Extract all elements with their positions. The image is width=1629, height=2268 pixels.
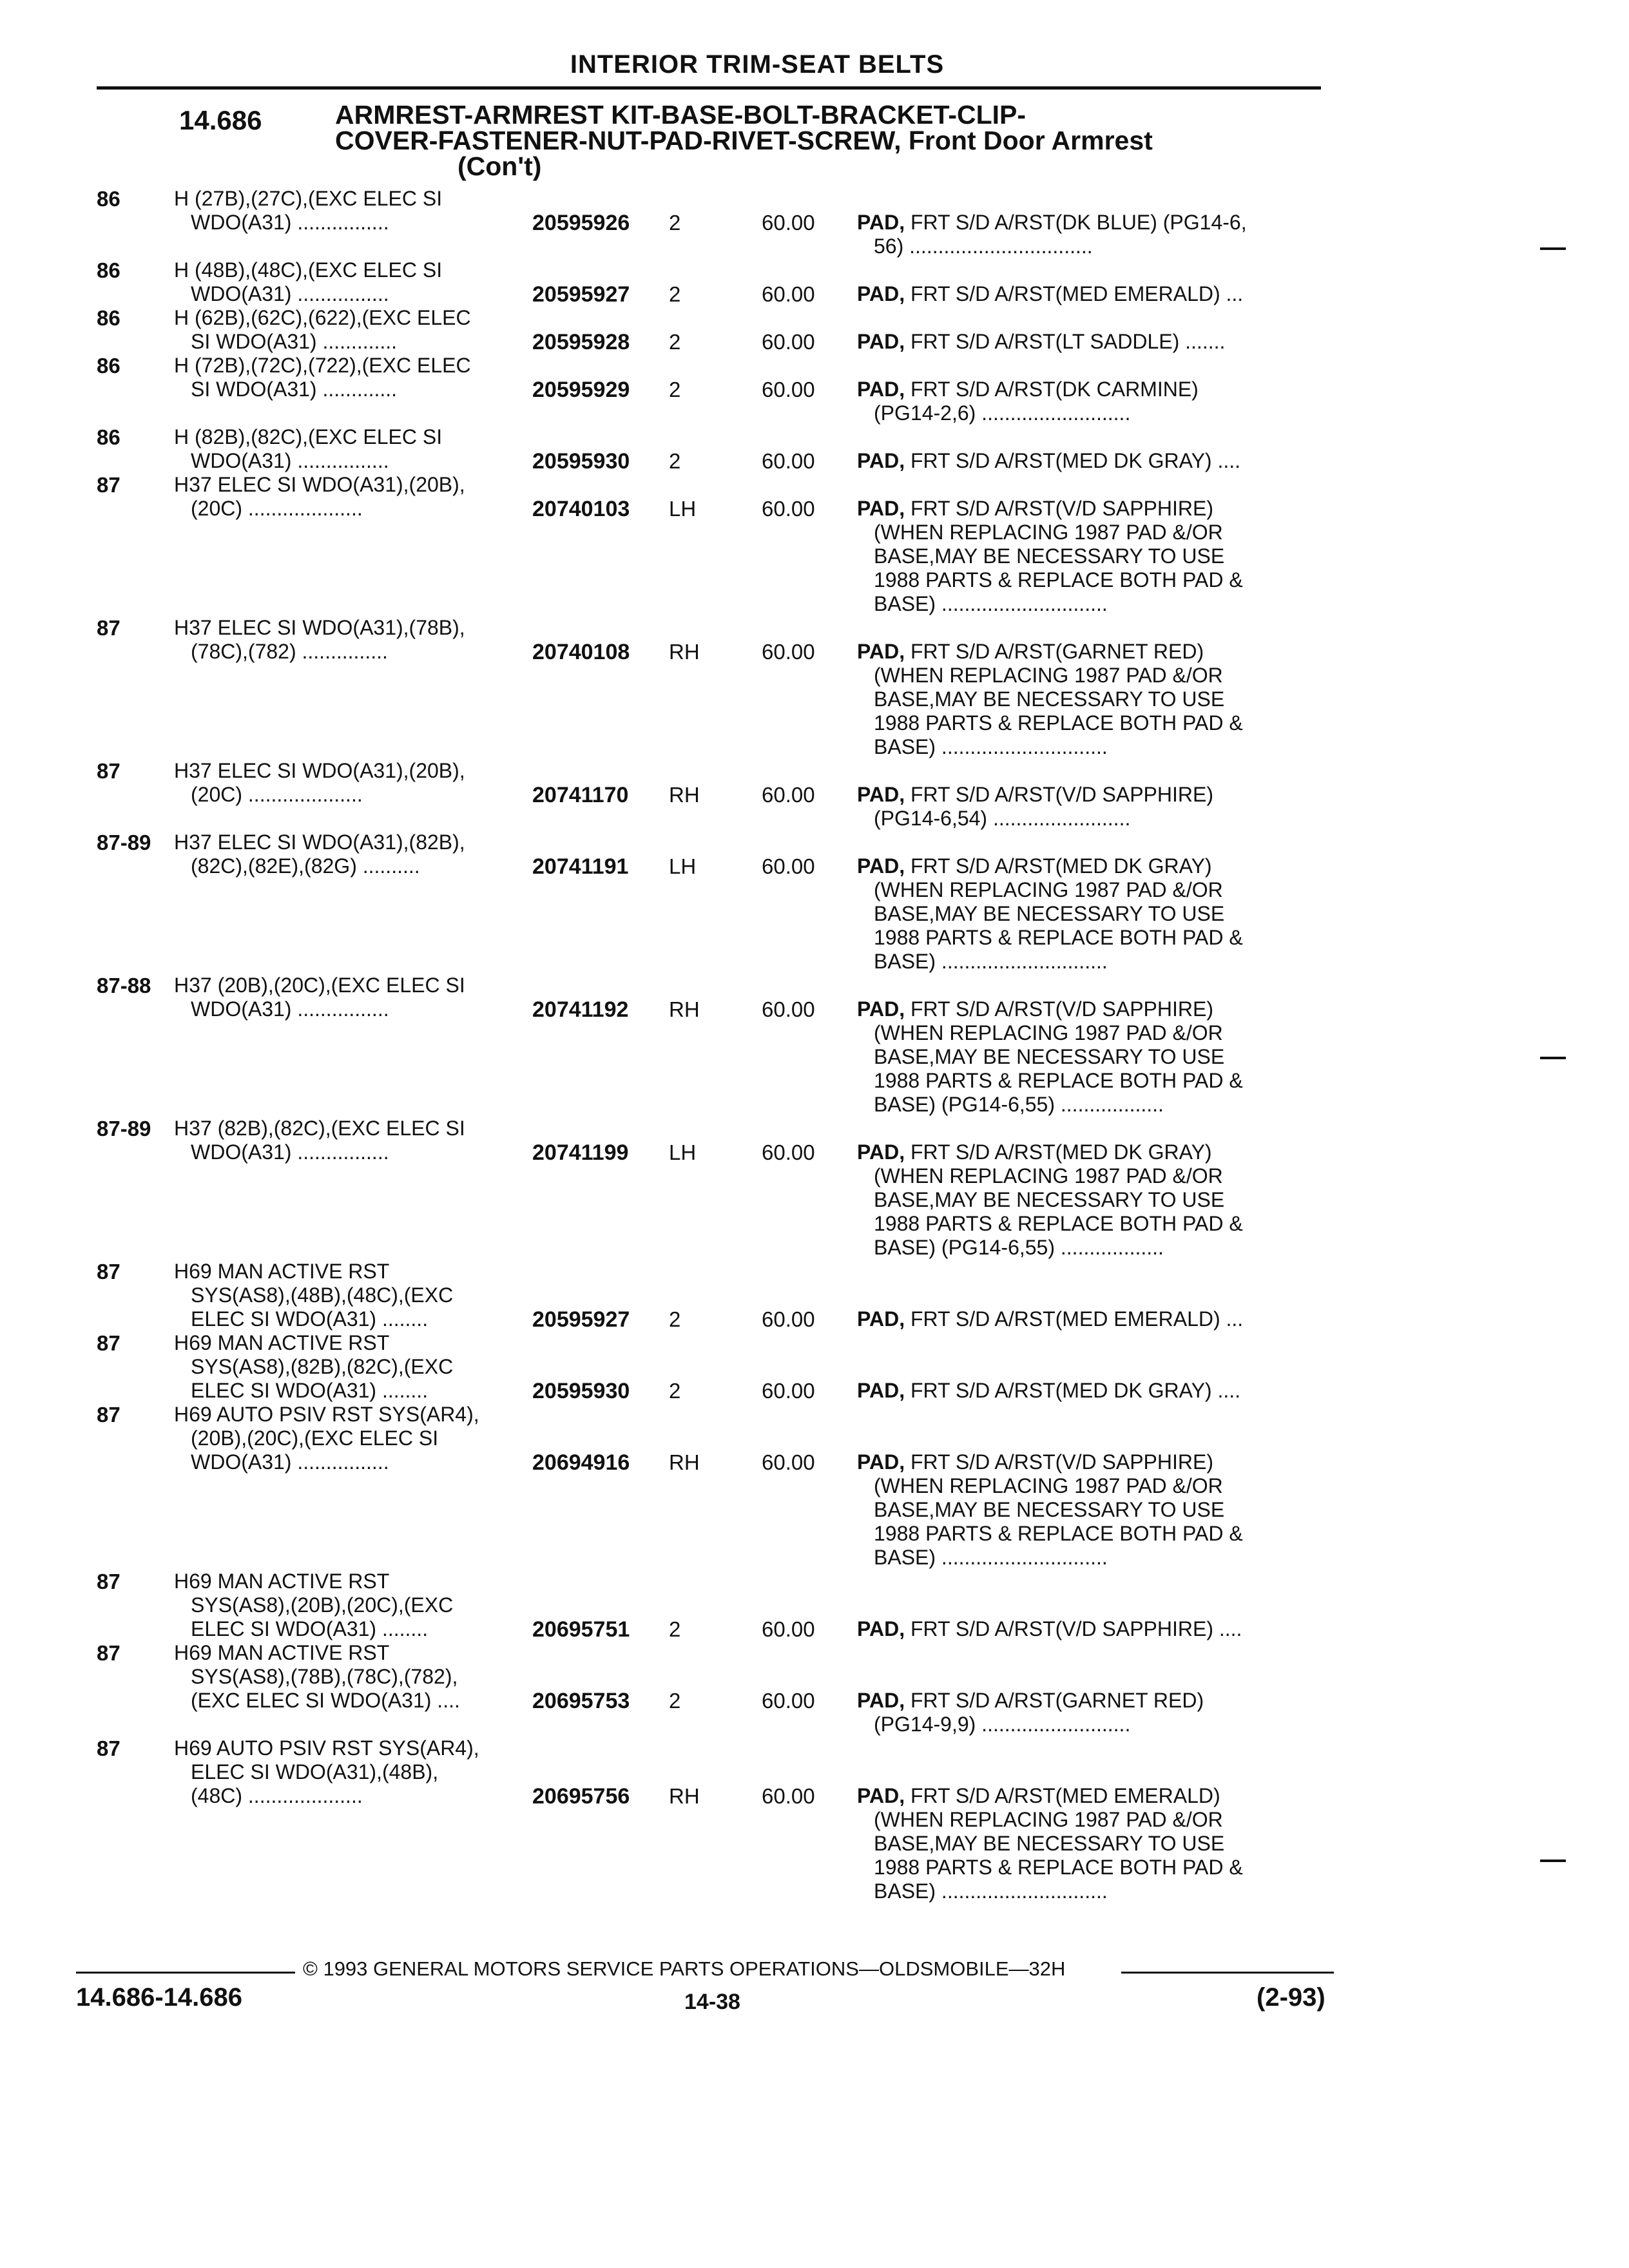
application-description [174,1260,535,1331]
quantity: RH [669,997,700,1021]
description-line: H37 (82B),(82C),(EXC ELEC SI [174,1117,465,1140]
margin-tick-mark [1540,1860,1566,1862]
footer-rule-left [76,1972,295,1974]
part-name-line: BASE,MAY BE NECESSARY TO USE [874,1188,1225,1211]
part-name-text: FRT S/D A/RST(V/D SAPPHIRE) [910,497,1213,520]
model-year: 87-89 [97,1117,151,1140]
description-line: ELEC SI WDO(A31) ........ [191,1307,429,1331]
description-line: H69 AUTO PSIV RST SYS(AR4), [174,1403,479,1426]
price: 60.00 [762,330,815,354]
description-line: (82C),(82E),(82G) .......... [191,854,420,878]
part-name-lead: PAD, [857,211,905,234]
model-year: 87 [97,1331,120,1355]
description-line: WDO(A31) ................ [191,1140,389,1164]
section-title [335,102,1340,179]
description-line: (20C) .................... [191,783,363,806]
description-line: (EXC ELEC SI WDO(A31) .... [191,1689,460,1712]
quantity: LH [669,497,697,521]
part-name-line [857,497,1329,521]
part-name [857,1450,1329,1570]
application-description [174,425,535,473]
description-line: WDO(A31) ................ [191,1450,389,1474]
price: 60.00 [762,1307,815,1331]
description-line: SYS(AS8),(82B),(82C),(EXC [191,1355,454,1378]
part-name [857,1689,1329,1736]
header-rule [97,86,1321,90]
part-name [857,378,1329,425]
part-name-line: 1988 PARTS & REPLACE BOTH PAD & [874,926,1243,949]
part-name-line: (PG14-2,6) .......................... [874,401,1131,425]
part-number: 20694916 [532,1450,630,1475]
part-name-lead: PAD, [857,854,905,878]
quantity: 2 [669,282,681,306]
description-line: H37 ELEC SI WDO(A31),(78B), [174,616,465,639]
page-header-title: INTERIOR TRIM-SEAT BELTS [570,50,945,79]
part-number: 20595928 [532,330,630,354]
footer-revision-date: (2-93) [1257,1983,1325,2012]
application-description [174,759,535,807]
part-name-line: (WHEN REPLACING 1987 PAD &/OR [874,878,1223,901]
part-name-line: BASE) ............................. [874,1879,1108,1903]
description-line: WDO(A31) ................ [191,211,389,234]
part-number: 20741192 [532,997,629,1022]
part-name-line: BASE) ............................. [874,735,1108,758]
part-name-lead: PAD, [857,497,905,520]
section-title-line: ARMREST-ARMREST KIT-BASE-BOLT-BRACKET-CLIP- [335,100,1027,130]
part-name-text: FRT S/D A/RST(V/D SAPPHIRE) [910,1450,1213,1474]
description-line: WDO(A31) ................ [191,282,389,305]
part-name-text: FRT S/D A/RST(V/D SAPPHIRE) .... [910,1617,1242,1640]
part-number: 20595927 [532,282,630,307]
application-description [174,616,535,664]
description-line: (78C),(782) ............... [191,640,388,663]
part-name-line [857,1379,1329,1403]
section-number: 14.686 [179,105,262,135]
application-description [174,258,535,306]
part-name-line: 1988 PARTS & REPLACE BOTH PAD & [874,1212,1243,1235]
quantity: 2 [669,378,681,401]
price: 60.00 [762,640,815,664]
part-name-line: BASE,MAY BE NECESSARY TO USE [874,544,1225,568]
description-line: WDO(A31) ................ [191,449,389,472]
part-name-text: FRT S/D A/RST(V/D SAPPHIRE) [910,783,1213,806]
part-name-lead: PAD, [857,1307,905,1331]
part-name [857,1379,1329,1403]
part-name-lead: PAD, [857,282,905,305]
part-number: 20741170 [532,783,629,807]
quantity: 2 [669,1307,681,1331]
part-name-line [857,1140,1329,1164]
part-name-lead: PAD, [857,640,905,663]
part-name-text: FRT S/D A/RST(MED EMERALD) [910,1784,1220,1807]
part-name-lead: PAD, [857,783,905,806]
application-description [174,1117,535,1164]
part-name-line: (WHEN REPLACING 1987 PAD &/OR [874,1021,1223,1044]
price: 60.00 [762,1140,815,1164]
part-name-line: BASE) ............................. [874,950,1108,973]
part-name [857,854,1329,974]
part-name [857,497,1329,616]
description-line: H69 MAN ACTIVE RST [174,1260,390,1283]
part-name-line [857,997,1329,1021]
part-name-line [857,1689,1329,1713]
part-name-line: (WHEN REPLACING 1987 PAD &/OR [874,521,1223,544]
description-line: ELEC SI WDO(A31) ........ [191,1379,429,1402]
part-number: 20695751 [532,1617,630,1642]
part-name-line: BASE) (PG14-6,55) .................. [874,1093,1164,1116]
part-name [857,1140,1329,1260]
price: 60.00 [762,997,815,1021]
part-name-text: FRT S/D A/RST(GARNET RED) [910,1689,1204,1712]
description-line: ELEC SI WDO(A31) ........ [191,1617,429,1640]
part-name-line [857,449,1329,473]
model-year: 87 [97,1260,120,1283]
part-name [857,1307,1329,1331]
model-year: 86 [97,187,120,211]
part-name-lead: PAD, [857,1140,905,1164]
application-description [174,974,535,1021]
part-number: 20695753 [532,1689,630,1713]
description-line: SI WDO(A31) ............. [191,378,398,401]
description-line: SI WDO(A31) ............. [191,330,398,353]
part-name-lead: PAD, [857,1689,905,1712]
section-title-line: COVER-FASTENER-NUT-PAD-RIVET-SCREW, Front Door Armrest [335,126,1153,155]
part-name [857,449,1329,473]
part-name-line: 1988 PARTS & REPLACE BOTH PAD & [874,1522,1243,1545]
application-description [174,473,535,521]
part-name-lead: PAD, [857,1379,905,1402]
model-year: 87 [97,1736,120,1760]
part-name-lead: PAD, [857,1784,905,1807]
description-line: WDO(A31) ................ [191,997,389,1021]
price: 60.00 [762,282,815,306]
margin-tick-mark [1540,247,1566,250]
part-name-line [857,1617,1329,1641]
part-number: 20740108 [532,640,630,664]
part-name-line [857,640,1329,664]
part-name [857,282,1329,306]
part-name-line: (WHEN REPLACING 1987 PAD &/OR [874,1474,1223,1497]
model-year: 87-88 [97,974,151,997]
footer-section-range: 14.686-14.686 [76,1983,243,2012]
model-year: 86 [97,425,120,449]
quantity: LH [669,854,697,878]
application-description [174,831,535,878]
section-continued: (Con't) [458,151,542,181]
part-name-line: BASE,MAY BE NECESSARY TO USE [874,902,1225,925]
margin-tick-mark [1540,1057,1566,1059]
application-description [174,1331,535,1403]
model-year: 87-89 [97,831,151,854]
part-name [857,330,1329,354]
part-name-line: (PG14-9,9) .......................... [874,1713,1131,1736]
price: 60.00 [762,1689,815,1713]
part-name-line: 1988 PARTS & REPLACE BOTH PAD & [874,1069,1243,1092]
description-line: H (62B),(62C),(622),(EXC ELEC [174,306,471,329]
part-name-line: BASE,MAY BE NECESSARY TO USE [874,1045,1225,1068]
part-name-text: FRT S/D A/RST(DK BLUE) (PG14-6, [910,211,1247,234]
description-line: H (72B),(72C),(722),(EXC ELEC [174,354,471,377]
model-year: 87 [97,759,120,783]
part-number: 20595929 [532,378,630,402]
quantity: 2 [669,1617,681,1641]
part-name-line: BASE) (PG14-6,55) .................. [874,1236,1164,1259]
quantity: RH [669,1450,700,1474]
price: 60.00 [762,1379,815,1403]
part-name-text: FRT S/D A/RST(MED DK GRAY) .... [910,449,1241,472]
application-description [174,1641,535,1713]
part-name [857,1784,1329,1903]
description-line: H37 (20B),(20C),(EXC ELEC SI [174,974,465,997]
part-name [857,783,1329,831]
part-name-line: BASE,MAY BE NECESSARY TO USE [874,1498,1225,1521]
part-name-line: BASE) ............................. [874,1546,1108,1569]
model-year: 86 [97,258,120,282]
model-year: 86 [97,354,120,378]
part-number: 20595926 [532,211,630,235]
part-name-lead: PAD, [857,330,905,353]
price: 60.00 [762,854,815,878]
part-name-line: (WHEN REPLACING 1987 PAD &/OR [874,1808,1223,1831]
description-line: H69 MAN ACTIVE RST [174,1570,390,1593]
part-name-line [857,282,1329,306]
description-line: H (82B),(82C),(EXC ELEC SI [174,425,443,448]
description-line: H69 AUTO PSIV RST SYS(AR4), [174,1736,479,1760]
part-number: 20741191 [532,854,629,879]
part-name-lead: PAD, [857,378,905,401]
part-name-lead: PAD, [857,1450,905,1474]
description-line: H69 MAN ACTIVE RST [174,1641,390,1664]
part-name-text: FRT S/D A/RST(MED DK GRAY) [910,854,1212,878]
part-name-text: FRT S/D A/RST(MED EMERALD) ... [910,282,1244,305]
price: 60.00 [762,211,815,235]
description-line: (20B),(20C),(EXC ELEC SI [191,1427,439,1450]
price: 60.00 [762,783,815,807]
model-year: 87 [97,1641,120,1665]
description-line: H37 ELEC SI WDO(A31),(82B), [174,831,465,854]
model-year: 87 [97,1403,120,1427]
part-name-line: (WHEN REPLACING 1987 PAD &/OR [874,1164,1223,1187]
part-name-text: FRT S/D A/RST(MED EMERALD) ... [910,1307,1244,1331]
part-name [857,997,1329,1117]
model-year: 87 [97,473,120,497]
quantity: 2 [669,211,681,235]
footer-copyright: © 1993 GENERAL MOTORS SERVICE PARTS OPERATIONS—OLDSMOBILE—32H [303,1957,1066,1980]
part-name-lead: PAD, [857,997,905,1021]
quantity: 2 [669,449,681,473]
part-name-line: 56) ................................ [874,235,1093,258]
description-line: H69 MAN ACTIVE RST [174,1331,390,1354]
application-description [174,1403,535,1474]
description-line: SYS(AS8),(48B),(48C),(EXC [191,1283,454,1307]
part-name-text: FRT S/D A/RST(LT SADDLE) ....... [910,330,1226,353]
quantity: RH [669,640,700,664]
part-name-line [857,378,1329,401]
description-line: H (48B),(48C),(EXC ELEC SI [174,258,443,282]
description-line: (48C) .................... [191,1784,363,1807]
description-line: H37 ELEC SI WDO(A31),(20B), [174,759,465,782]
part-name-line: 1988 PARTS & REPLACE BOTH PAD & [874,1856,1243,1879]
quantity: 2 [669,1379,681,1403]
price: 60.00 [762,1617,815,1641]
part-name-line [857,854,1329,878]
description-line: ELEC SI WDO(A31),(48B), [191,1760,439,1783]
price: 60.00 [762,378,815,401]
part-name [857,211,1329,258]
part-name-line: (PG14-6,54) ........................ [874,807,1131,830]
part-name-line: BASE) ............................. [874,592,1108,615]
part-name-lead: PAD, [857,449,905,472]
quantity: RH [669,783,700,807]
part-name-line [857,1450,1329,1474]
description-line: SYS(AS8),(20B),(20C),(EXC [191,1593,454,1617]
part-name-line [857,783,1329,807]
part-name-text: FRT S/D A/RST(DK CARMINE) [910,378,1199,401]
model-year: 87 [97,616,120,640]
footer-rule-right [1121,1972,1334,1974]
part-name-line [857,330,1329,354]
model-year: 86 [97,306,120,330]
application-description [174,1570,535,1641]
description-line: (20C) .................... [191,497,363,520]
part-number: 20595930 [532,1379,630,1403]
part-number: 20595927 [532,1307,630,1332]
quantity: 2 [669,330,681,354]
part-name-line: BASE,MAY BE NECESSARY TO USE [874,687,1225,711]
part-number: 20741199 [532,1140,629,1165]
part-name-text: FRT S/D A/RST(GARNET RED) [910,640,1204,663]
part-name-line: 1988 PARTS & REPLACE BOTH PAD & [874,568,1243,591]
price: 60.00 [762,449,815,473]
description-line: H (27B),(27C),(EXC ELEC SI [174,187,443,210]
part-name-text: FRT S/D A/RST(MED DK GRAY) .... [910,1379,1241,1402]
part-name-line: (WHEN REPLACING 1987 PAD &/OR [874,664,1223,687]
quantity: RH [669,1784,700,1808]
quantity: 2 [669,1689,681,1713]
part-name [857,1617,1329,1641]
part-name-text: FRT S/D A/RST(MED DK GRAY) [910,1140,1212,1164]
part-name-line [857,1307,1329,1331]
price: 60.00 [762,497,815,521]
part-number: 20740103 [532,497,630,521]
price: 60.00 [762,1450,815,1474]
part-number: 20695756 [532,1784,630,1809]
part-name-line: 1988 PARTS & REPLACE BOTH PAD & [874,711,1243,735]
description-line: H37 ELEC SI WDO(A31),(20B), [174,473,465,496]
description-line: SYS(AS8),(78B),(78C),(782), [191,1665,458,1688]
application-description [174,187,535,235]
quantity: LH [669,1140,697,1164]
model-year: 87 [97,1570,120,1593]
part-name-line [857,211,1329,235]
application-description [174,1736,535,1808]
price: 60.00 [762,1784,815,1808]
part-name-line: BASE,MAY BE NECESSARY TO USE [874,1832,1225,1855]
footer-page-number: 14-38 [684,1990,740,2014]
application-description [174,354,535,401]
part-name-line [857,1784,1329,1808]
part-name [857,640,1329,759]
part-name-text: FRT S/D A/RST(V/D SAPPHIRE) [910,997,1213,1021]
application-description [174,306,535,354]
part-name-lead: PAD, [857,1617,905,1640]
part-number: 20595930 [532,449,630,474]
